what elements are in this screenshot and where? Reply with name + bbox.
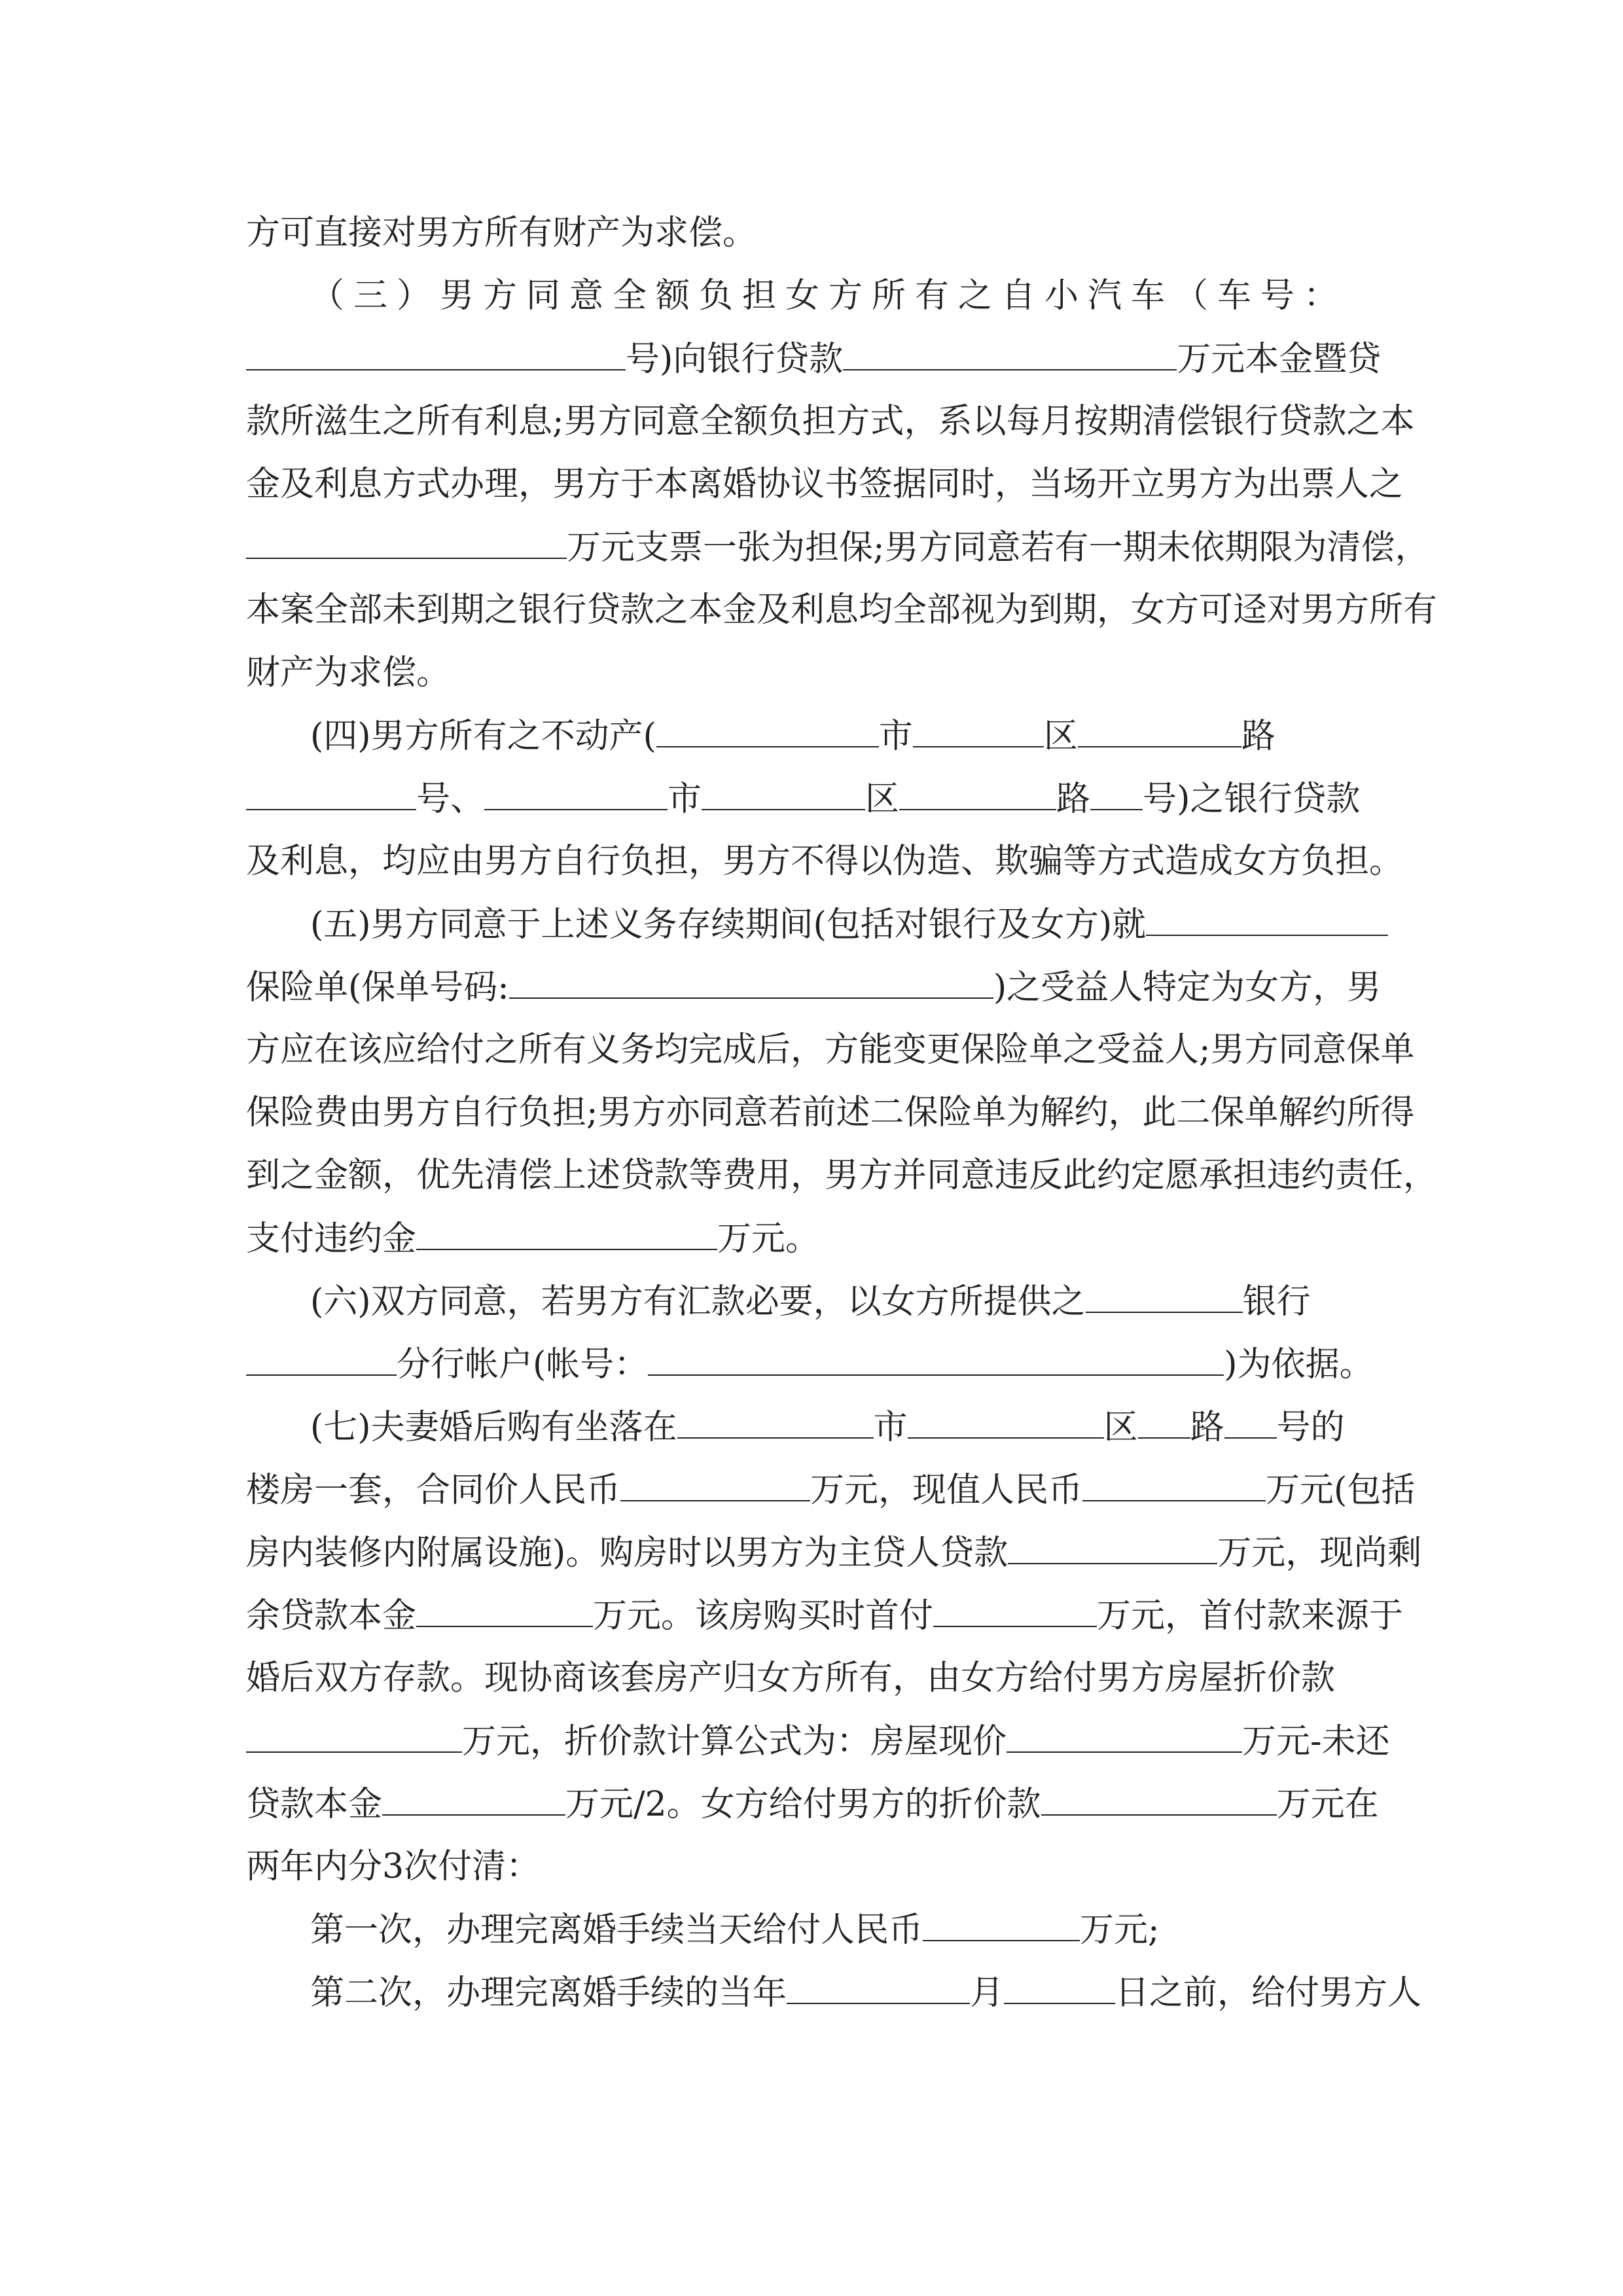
paragraph-line: 及利息，均应由男方自行负担，男方不得以伪造、欺骗等方式造成女方负担。: [246, 842, 1404, 881]
paragraph-line: 第二次，办理完离婚手续的当年 月 日之前，给付男方人: [310, 1969, 1378, 2016]
fill-in-blank[interactable]: [1041, 1780, 1277, 1816]
paragraph-line: 金及利息方式办理，男方于本离婚协议书签据同时，当场开立男方为出票人之: [246, 465, 1404, 504]
fill-in-blank[interactable]: [933, 1592, 1097, 1627]
fill-in-blank[interactable]: [1086, 1278, 1243, 1313]
paragraph-line: 婚后双方存款。现协商该套房产归女方所有，由女方给付男方房屋折价款: [246, 1659, 1336, 1698]
paragraph-line: 贷款本金 万元/2。女方给付男方的折价款 万元在: [246, 1780, 1378, 1827]
paragraph-line: 余贷款本金 万元。该房购买时首付 万元，首付款来源于: [246, 1592, 1378, 1639]
paragraph-line: (五)男方同意于上述义务存续期间(包括对银行及女方)就: [310, 901, 1378, 948]
fill-in-blank[interactable]: [677, 1403, 874, 1439]
paragraph-line: 第一次，办理完离婚手续当天给付人民币 万元;: [310, 1906, 1378, 1953]
fill-in-blank[interactable]: [899, 775, 1056, 810]
paragraph-line: 万元，折价款计算公式为：房屋现价 万元-未还: [246, 1717, 1378, 1765]
fill-in-blank[interactable]: [1007, 1717, 1242, 1753]
paragraph-line: 本案全部未到期之银行贷款之本金及利息均全部视为到期，女方可迳对男方所有: [246, 590, 1438, 630]
fill-in-blank[interactable]: [923, 1906, 1080, 1941]
paragraph-line: 财产为求偿。: [246, 653, 451, 692]
paragraph-line: 保险单(保单号码: )之受益人特定为女方，男: [246, 963, 1378, 1011]
paragraph-line: 保险费由男方自行负担;男方亦同意若前述二保险单为解约，此二保单解约所得: [246, 1093, 1415, 1132]
fill-in-blank[interactable]: [1004, 1969, 1115, 2004]
fill-in-blank[interactable]: [416, 1592, 593, 1627]
paragraph-line: (七)夫妻婚后购有坐落在 市 区 路 号的: [310, 1403, 1378, 1450]
paragraph-line: 分行帐户(帐号： )为依据。: [246, 1340, 1378, 1388]
fill-in-blank[interactable]: [620, 1466, 810, 1501]
paragraph-line: 号、 市 区 路 号)之银行贷款: [246, 775, 1378, 822]
fill-in-blank[interactable]: [246, 1717, 462, 1753]
paragraph-line: (六)双方同意，若男方有汇款必要，以女方所提供之 银行: [310, 1278, 1378, 1325]
fill-in-blank[interactable]: [1090, 775, 1143, 810]
fill-in-blank[interactable]: [702, 775, 865, 810]
fill-in-blank[interactable]: [787, 1969, 970, 2004]
fill-in-blank[interactable]: [1224, 1403, 1277, 1439]
paragraph-line: 两年内分3次付清：: [246, 1847, 541, 1886]
fill-in-blank[interactable]: [509, 963, 993, 999]
fill-in-blank[interactable]: [246, 775, 416, 810]
paragraph-line: 楼房一套，合同价人民币 万元，现值人民币 万元(包括: [246, 1466, 1378, 1513]
paragraph-line: 支付违约金 万元。: [246, 1215, 1378, 1262]
fill-in-blank[interactable]: [1078, 712, 1241, 747]
fill-in-blank[interactable]: [1082, 1466, 1266, 1501]
fill-in-blank[interactable]: [484, 775, 668, 810]
fill-in-blank[interactable]: [913, 712, 1044, 747]
fill-in-blank[interactable]: [843, 335, 1177, 370]
paragraph-line: (四)男方所有之不动产( 市 区 路: [310, 712, 1378, 759]
paragraph-line: 款所滋生之所有利息;男方同意全额负担方式，系以每月按期清偿银行贷款之本: [246, 402, 1415, 441]
paragraph-line: （三）男方同意全额负担女方所有之自小汽车（车号：: [310, 276, 1347, 315]
fill-in-blank[interactable]: [246, 524, 567, 559]
fill-in-blank[interactable]: [1146, 901, 1388, 936]
fill-in-blank[interactable]: [908, 1403, 1104, 1439]
paragraph-line: 方应在该应给付之所有义务均完成后，方能变更保险单之受益人;男方同意保单: [246, 1030, 1415, 1069]
fill-in-blank[interactable]: [1138, 1403, 1190, 1439]
paragraph-line: 到之金额，优先清偿上述贷款等费用，男方并同意违反此约定愿承担违约责任，: [246, 1156, 1438, 1195]
fill-in-blank[interactable]: [416, 1215, 717, 1250]
fill-in-blank[interactable]: [382, 1780, 565, 1816]
fill-in-blank[interactable]: [1008, 1529, 1217, 1564]
fill-in-blank[interactable]: [656, 712, 879, 747]
paragraph-line: 房内装修内附属设施)。购房时以男方为主贷人贷款 万元，现尚剩: [246, 1529, 1378, 1576]
fill-in-blank[interactable]: [246, 335, 626, 370]
paragraph-line: 万元支票一张为担保;男方同意若有一期未依期限为清偿，: [246, 524, 1378, 571]
paragraph-line: 方可直接对男方所有财产为求偿。: [246, 213, 757, 253]
fill-in-blank[interactable]: [246, 1340, 397, 1376]
paragraph-line: 号)向银行贷款 万元本金暨贷: [246, 335, 1378, 382]
fill-in-blank[interactable]: [648, 1340, 1224, 1376]
